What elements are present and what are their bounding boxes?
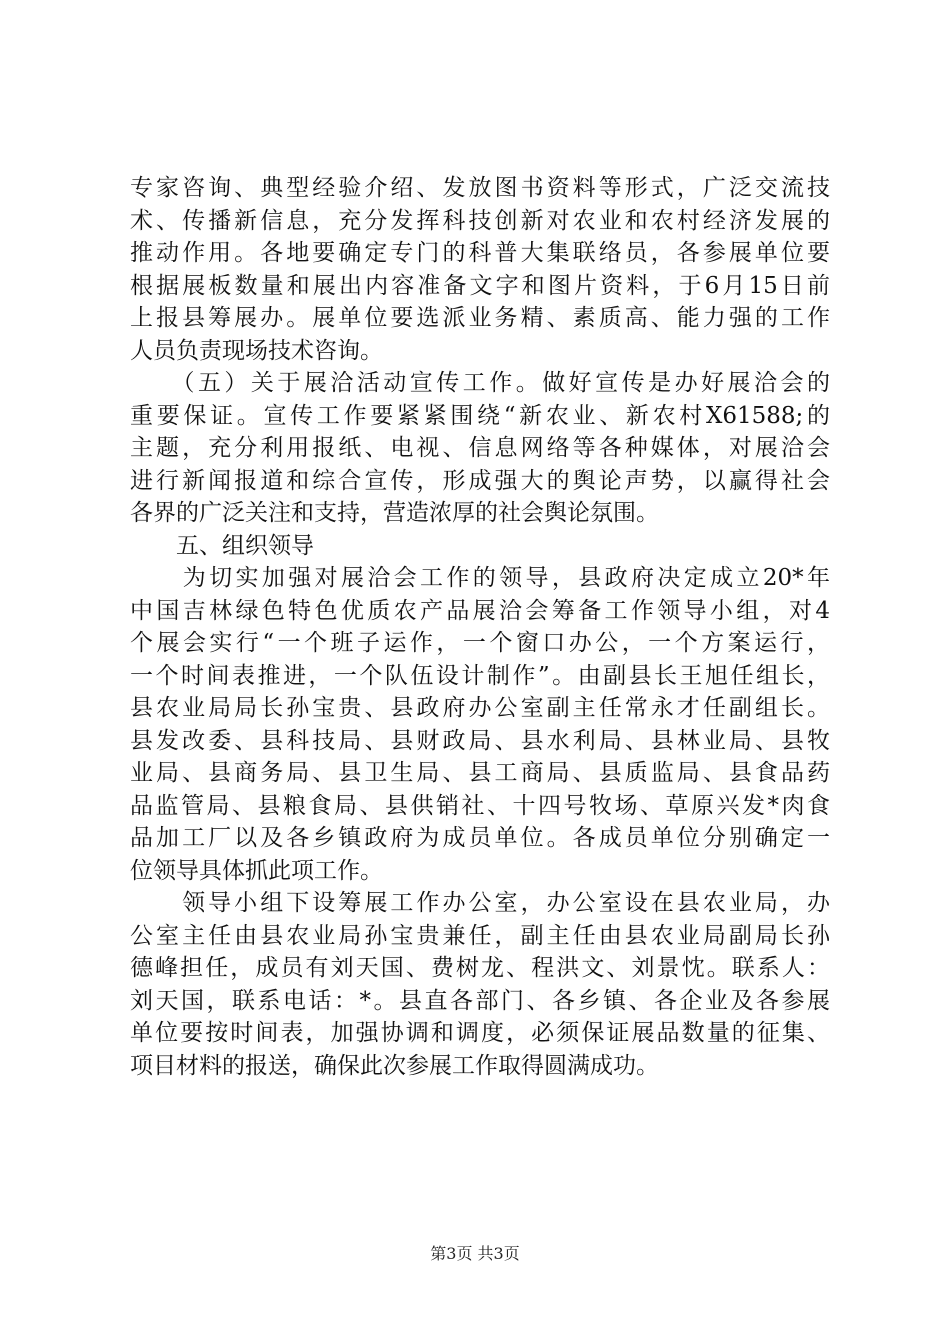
page-footer: 第3页 共3页 [430,1244,520,1263]
text-line: 人员负责现场技术咨询。 [130,337,383,364]
text-line: 一个时间表推进，一个队伍设计制作”。由副县长王旭任组长， [130,662,830,689]
text-line: 公室主任由县农业局孙宝贵兼任，副主任由县农业局副局长孙 [130,922,830,949]
text-line: （五）关于展洽活动宣传工作。做好宣传是办好展洽会的 [130,370,830,396]
text-line: 术、传播新信息，充分发挥科技创新对农业和农村经济发展的 [130,207,830,234]
text-line: 主题，充分利用报纸、电视、信息网络等各种媒体，对展洽会 [130,435,830,461]
document-body [130,172,830,1082]
section-heading: 五、组织领导 [130,532,314,559]
text-line: 德峰担任，成员有刘天国、费树龙、程洪文、刘景忱。联系人： [130,955,830,981]
text-line: 领导小组下设筹展工作办公室，办公室设在县农业局，办 [130,890,830,916]
text-line: 推动作用。各地要确定专门的科普大集联络员，各参展单位要 [130,240,830,266]
text-line: 品监管局、县粮食局、县供销社、十四号牧场、草原兴发*肉食 [130,792,830,819]
text-line: 品加工厂以及各乡镇政府为成员单位。各成员单位分别确定一 [130,825,830,851]
text-line: 业局、县商务局、县卫生局、县工商局、县质监局、县食品药 [130,760,830,786]
text-line: 为切实加强对展洽会工作的领导，县政府决定成立20*年 [130,565,830,591]
text-line: 中国吉林绿色特色优质农产品展洽会筹备工作领导小组，对4 [130,597,830,624]
text-line: 项目材料的报送，确保此次参展工作取得圆满成功。 [130,1052,659,1079]
text-line: 县发改委、县科技局、县财政局、县水利局、县林业局、县牧 [130,727,830,754]
text-line: 上报县筹展办。展单位要选派业务精、素质高、能力强的工作 [130,305,830,331]
text-line: 专家咨询、典型经验介绍、发放图书资料等形式，广泛交流技 [130,175,830,201]
text-line: 各界的广泛关注和支持，营造浓厚的社会舆论氛围。 [130,500,659,526]
text-line: 根据展板数量和展出内容准备文字和图片资料，于6月15日前 [130,272,830,299]
text-line: 位领导具体抓此项工作。 [130,857,383,884]
text-line: 单位要按时间表，加强协调和调度，必须保证展品数量的征集、 [130,1020,830,1046]
text-line: 进行新闻报道和综合宣传，形成强大的舆论声势，以赢得社会 [130,467,830,494]
text-line: 重要保证。宣传工作要紧紧围绕“新农业、新农村X61588;的 [130,402,830,429]
text-line: 个展会实行“一个班子运作，一个窗口办公，一个方案运行， [130,630,830,656]
text-line: 县农业局局长孙宝贵、县政府办公室副主任常永才任副组长。 [130,695,830,721]
text-line: 刘天国，联系电话：*。县直各部门、各乡镇、各企业及各参展 [130,987,830,1014]
